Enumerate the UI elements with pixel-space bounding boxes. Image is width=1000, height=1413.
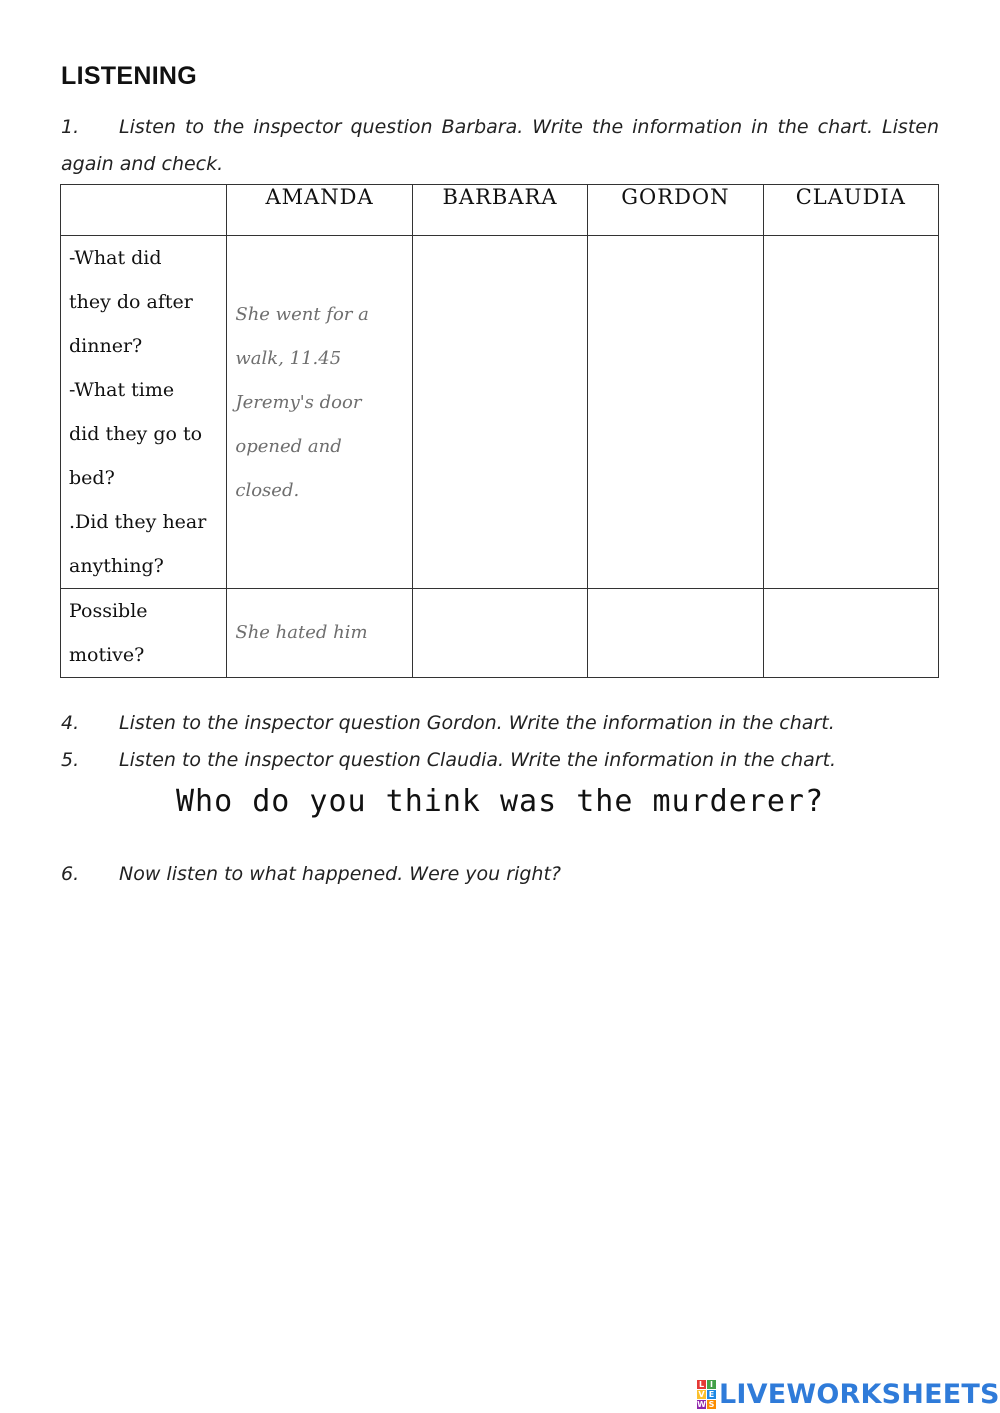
logo-mark-cell: S	[708, 1399, 715, 1409]
row-label-line: bed?	[69, 467, 115, 489]
answer-line: She went for a	[235, 304, 369, 325]
liveworksheets-logo	[697, 1376, 1000, 1412]
answer-amanda-after-dinner[interactable]	[227, 236, 412, 589]
row-label-line: dinner?	[69, 335, 143, 357]
row-label-after-dinner	[61, 236, 227, 589]
page-heading: LISTENING	[61, 62, 198, 90]
instruction-5-text: Listen to the inspector question Claudia. Write the information in the chart.	[119, 749, 837, 771]
row-label-line: .Did they hear	[69, 511, 207, 533]
instruction-4	[61, 712, 835, 734]
instruction-6-text: Now listen to what happened. Were you right?	[119, 863, 561, 885]
instruction-4-text: Listen to the inspector question Gordon. Write the information in the chart.	[119, 712, 835, 734]
instruction-1-text: Listen to the inspector question Barbara. Write the information in the chart. Listen again and check.	[61, 116, 939, 175]
logo-mark-cell: E	[708, 1389, 715, 1399]
header-gordon: GORDON	[588, 185, 763, 236]
row-label-line: -What time	[69, 379, 175, 401]
murderer-question: Who do you think was the murderer?	[175, 784, 825, 819]
answer-claudia-after-dinner[interactable]	[763, 236, 938, 589]
answer-amanda-motive[interactable]: She hated him	[227, 589, 412, 678]
chart-header-row	[61, 185, 939, 236]
answer-line: opened and	[235, 436, 342, 457]
answer-line: Jeremy's door	[235, 392, 362, 413]
header-amanda: AMANDA	[227, 185, 412, 236]
answer-barbara-motive[interactable]	[412, 589, 587, 678]
chart-corner-cell	[61, 185, 227, 236]
instruction-5-number: 5.	[61, 749, 80, 771]
chart-row-motive	[61, 589, 939, 678]
row-label-line: anything?	[69, 555, 164, 577]
row-label-line: they do after	[69, 291, 193, 313]
answer-gordon-after-dinner[interactable]	[588, 236, 763, 589]
logo-mark-cell: L	[698, 1379, 705, 1389]
logo-mark-cell: V	[698, 1389, 705, 1399]
answer-claudia-motive[interactable]	[763, 589, 938, 678]
logo-mark-icon	[697, 1380, 716, 1409]
logo-text: LIVEWORKSHEETS	[719, 1378, 1000, 1410]
row-label-line: motive?	[69, 644, 145, 666]
row-label-line: -What did	[69, 247, 162, 269]
logo-mark-cell: I	[707, 1380, 716, 1389]
logo-mark-cell: W	[697, 1399, 706, 1409]
instruction-1-number: 1.	[61, 116, 80, 138]
instruction-6	[61, 863, 561, 885]
row-label-line: did they go to	[69, 423, 203, 445]
row-label-line: Possible	[69, 600, 148, 622]
suspects-chart	[60, 184, 939, 678]
row-label-motive	[61, 589, 227, 678]
answer-line: walk, 11.45	[235, 348, 342, 369]
instruction-1	[61, 109, 939, 183]
answer-barbara-after-dinner[interactable]	[412, 236, 587, 589]
answer-gordon-motive[interactable]	[588, 589, 763, 678]
instruction-4-number: 4.	[61, 712, 80, 734]
instruction-6-number: 6.	[61, 863, 80, 885]
header-claudia: CLAUDIA	[763, 185, 938, 236]
chart-row-after-dinner	[61, 236, 939, 589]
instruction-5	[61, 749, 836, 771]
answer-line: closed.	[235, 480, 300, 501]
header-barbara: BARBARA	[412, 185, 587, 236]
